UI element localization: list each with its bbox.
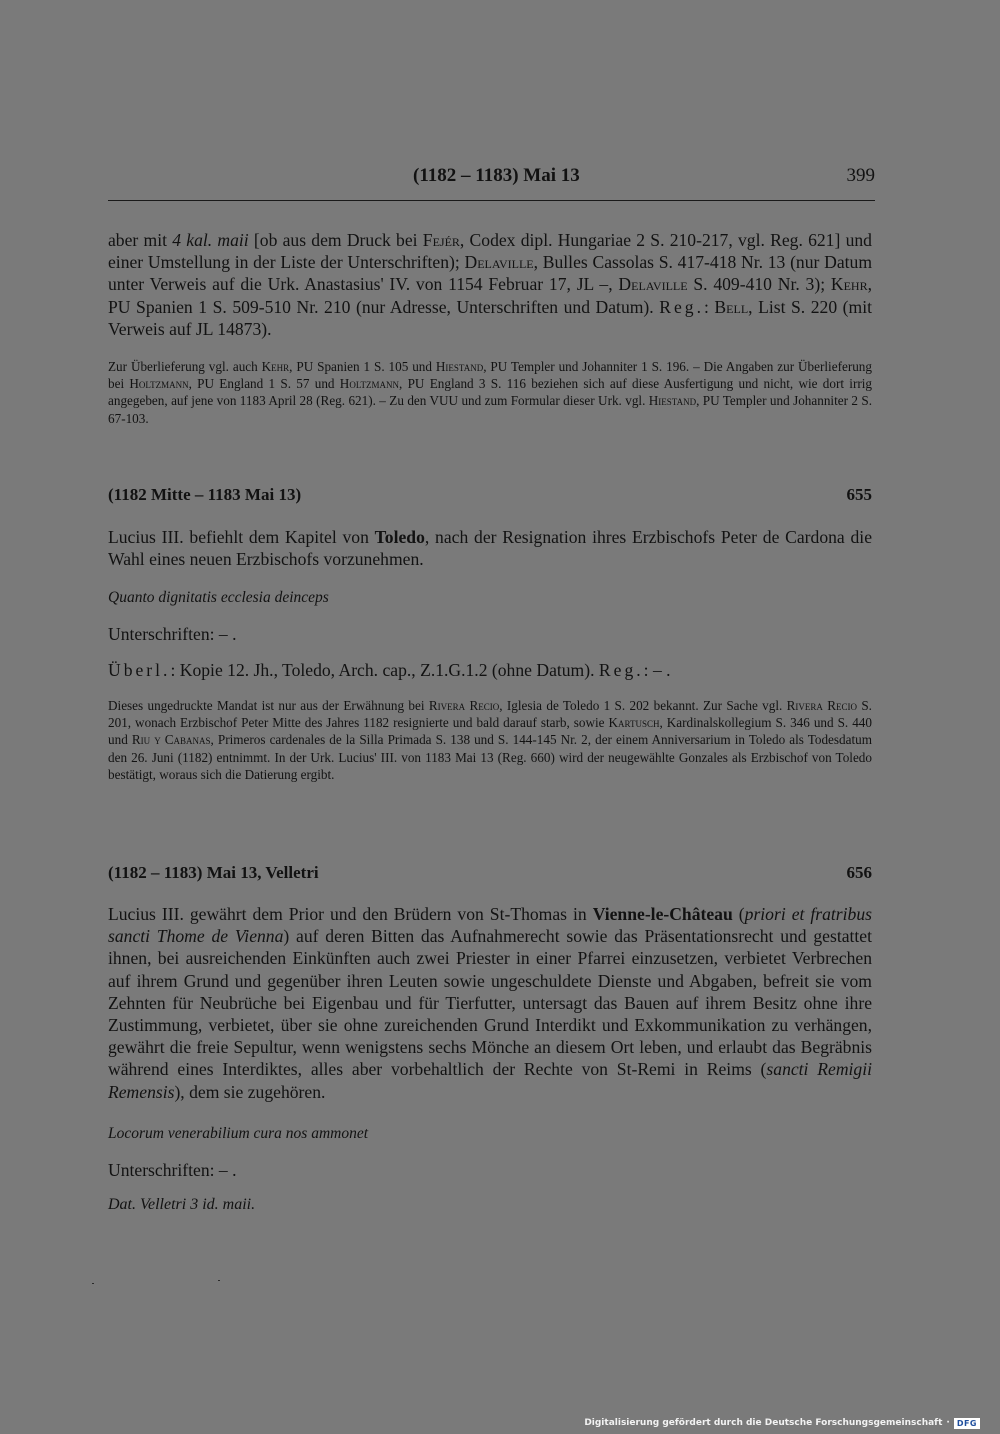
entry-655-signatures: Unterschriften: – .: [108, 624, 237, 644]
entry-number: 655: [846, 485, 872, 504]
author-name: Fejér: [422, 230, 460, 250]
entry-655-incipit: Quanto dignitatis ecclesia deinceps: [108, 589, 329, 606]
author-name: Rivera Recio: [786, 698, 858, 713]
entry-656-incipit: Locorum venerabilium cura nos ammonet: [108, 1125, 369, 1142]
author-name: Delaville: [618, 274, 688, 295]
latin-phrase: priori et fratribus sancti Thome de Vienna: [108, 904, 872, 947]
text-run: , Iglesia de Toledo 1 S. 202 bekannt. Zur Sache vgl.: [499, 698, 787, 713]
text-run: ), dem sie zugehören.: [174, 1081, 326, 1102]
entry-number: 656: [846, 863, 872, 882]
text-run: 4 kal. maii: [172, 230, 249, 250]
entry-655-regest: [108, 526, 872, 570]
text-run: , Kardinalskollegium S. 346 und S. 440 und: [108, 715, 872, 748]
author-name: Riu y Cabanas: [131, 732, 211, 748]
text-run: aber mit: [108, 230, 173, 250]
tradition-label: Überl.: [108, 660, 171, 680]
continuation-note: [108, 358, 872, 427]
digitization-credit: Digitalisierung gefördert durch die Deutsche Forschungsgemeinschaft · DFG: [584, 1416, 980, 1430]
text-run: , nach der Resignation ihres Erzbischofs Peter de Cardona die Wahl eines neuen Erzbischofs vorzunehmen.: [108, 527, 873, 570]
author-name: Kartusch: [608, 715, 660, 731]
text-run: S. 201, wonach Erzbischof Peter Mitte des Jahres 1182 resignierte und bald darauf starb, sowie: [108, 698, 872, 731]
entry-655-heading: [108, 485, 872, 509]
text-run: [ob aus dem Druck bei: [248, 230, 423, 250]
text-run: Lucius III. befiehlt dem Kapitel von: [108, 527, 375, 547]
text-run: Zur Überlieferung vgl. auch: [108, 359, 262, 374]
place-name: Toledo: [374, 527, 425, 547]
text-run: , PU Spanien 1 S. 105 und: [289, 359, 436, 374]
scan-speck: [92, 1283, 94, 1284]
page-number: 399: [846, 165, 875, 186]
text-run: , Primeros cardenales de la Silla Primada S. 138 und S. 144-145 Nr. 2, der einem Anniversarium in Toledo als Todesdatum den 26. Juni (1182) entnimmt. In der Urk. Lucius' III. von 1183 Mai 13 (Reg. 660) wird der neugewählte Gonzales als Erzbischof von Toledo bestätigt, woraus sich die Datierung ergibt.: [108, 732, 872, 782]
continuation-paragraph: [108, 229, 872, 340]
text-run: , Codex dipl. Hungariae 2 S. 210-217, vgl. Reg. 621] und einer Umstellung in der Liste der Unterschriften);: [108, 230, 872, 273]
latin-phrase: sancti Remigii Remensis: [108, 1059, 872, 1102]
text-run: :: [703, 296, 715, 317]
text-run: ) auf deren Bitten das Aufnahmerecht sowie das Präsentationsrecht und gestattet ihnen, bei ausreichenden Einkünften auch zwei Priester in einer Pfarrei einzusetzen, verbietet Verbrechen auf ihrem Grund und gegenüber ihren Leuten sowie ungeschuldete Dienste und Abgaben, befreit sie vom Zehnten für Neubrüche bei Eigenbau und für Tierfutter, untersagt das Bauen auf ihrem Besitz ohne ihre Zustimmung, verbietet, über sie ohne zureichenden Grund Interdikt und Exkommunikation zu verhängen, gewährt die freie Sepultur, wenn wenigstens sechs Mönche an diesem Ort leben, und erlaubt das Begräbnis während eines Interdiktes, alles aber vorbehaltlich der Rechte von St-Remi in Reims (: [108, 926, 873, 1080]
credit-text: Digitalisierung gefördert durch die Deutsche Forschungsgemeinschaft: [584, 1418, 943, 1428]
text-run: , Bulles Cassolas S. 417-418 Nr. 13 (nur Datum unter Verweis auf die Urk. Anastasius' IV. von 1154 Februar 17, JL –,: [108, 252, 872, 295]
author-name: Hiestand: [648, 393, 697, 409]
dfg-logo: DFG: [954, 1418, 980, 1429]
author-name: Holtzmann: [129, 376, 189, 392]
text-run: , PU England 3 S. 116 beziehen sich auf diese Ausfertigung und nicht, wie dort irrig angegeben, auf jene von 1183 April 28 (Reg. 621). – Zu den VUU und zum Formular dieser Urk. vgl.: [108, 376, 873, 409]
reg-label: Reg.: [659, 296, 704, 317]
text-run: Dieses ungedruckte Mandat ist nur aus der Erwähnung bei: [108, 698, 429, 713]
entry-date: (1182 – 1183) Mai 13, Velletri: [108, 863, 319, 882]
text-run: , PU Spanien 1 S. 509-510 Nr. 210 (nur Adresse, Unterschriften und Datum).: [108, 274, 873, 317]
text-run: Lucius III. gewährt dem Prior und den Brüdern von St-Thomas in: [108, 904, 593, 924]
reg-text: : – .: [643, 660, 671, 680]
author-name: Rivera Recio: [428, 698, 500, 713]
author-name: Kehr: [830, 274, 868, 295]
author-name: Delaville: [464, 252, 534, 273]
text-run: , PU England 1 S. 57 und: [188, 376, 340, 392]
page-header: [108, 165, 875, 191]
text-run: , PU Templer und Johanniter 1 S. 196. – Die Angaben zur Überlieferung bei: [108, 359, 872, 392]
scan-speck: [218, 1280, 220, 1281]
entry-date: (1182 Mitte – 1183 Mai 13): [108, 485, 302, 504]
reg-label: Reg.: [598, 660, 644, 680]
entry-655-note: [108, 697, 872, 783]
entry-656-dating: Dat. Velletri 3 id. maii.: [108, 1196, 256, 1213]
entry-655-tradition: [108, 660, 671, 681]
text-run: (: [732, 904, 745, 924]
entry-656-heading: [108, 863, 872, 887]
running-title: (1182 – 1183) Mai 13: [413, 165, 580, 186]
entry-656-signatures: Unterschriften: – .: [108, 1160, 237, 1180]
text-run: , List S. 220 (mit Verweis auf JL 14873).: [108, 296, 872, 339]
author-name: Kehr: [261, 359, 290, 374]
header-rule: [108, 200, 875, 201]
text-run: , PU Templer und Johanniter 2 S. 67-103.: [108, 393, 873, 426]
author-name: Hiestand: [435, 359, 484, 374]
author-name: Holtzmann: [339, 376, 399, 392]
place-name: Vienne-le-Château: [592, 904, 733, 924]
author-name: Bell: [714, 296, 749, 317]
text-run: S. 409-410 Nr. 3);: [687, 274, 831, 295]
entry-656-regest: [108, 903, 872, 1103]
tradition-text: : Kopie 12. Jh., Toledo, Arch. cap., Z.1.G.1.2 (ohne Datum).: [170, 660, 599, 680]
